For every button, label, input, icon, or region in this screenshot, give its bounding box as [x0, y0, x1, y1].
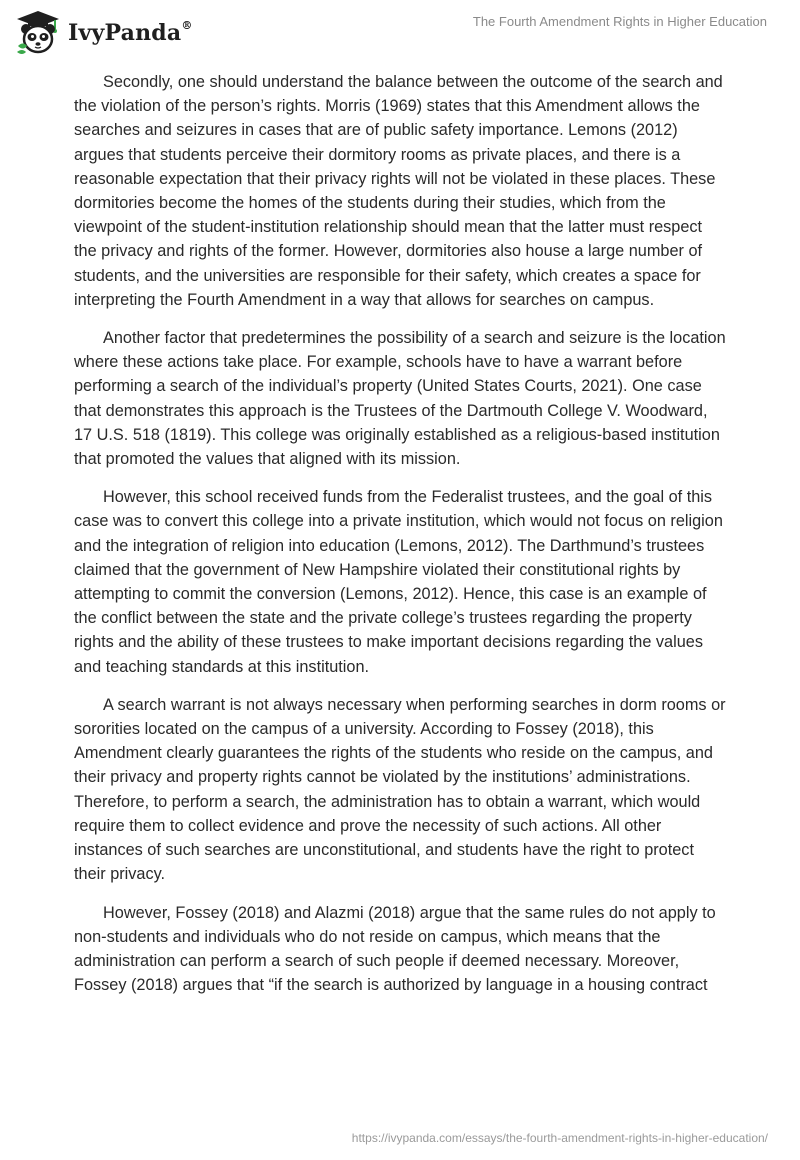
page-header — [0, 0, 800, 60]
paragraph: A search warrant is not always necessary when performing searches in dorm rooms or sororities located on the campus of a university. According to Fossey (2018), this Amendment clearly guarantees the rights of the students who reside on the campus, and their privacy and property rights cannot be violated by the institutions’ administrations. Therefore, to perform a search, the administration has to obtain a warrant, which would require them to collect evidence and prove the necessity of such actions. All other instances of such searches are unconstitutional, and students have the right to protect their privacy. — [74, 695, 726, 884]
paragraph: Another factor that predetermines the possibility of a search and seizure is the location where these actions take place. For example, schools have to have a warrant before performing a search of the individual’s property (United States Courts, 2021). One case that demonstrates this approach is the Trustees of the Dartmouth College V. Woodward, 17 U.S. 518 (1819). This college was originally established as a religious-based institution that promoted the values that aligned with its mission. — [74, 329, 726, 469]
document-title: The Fourth Amendment Rights in Higher Education — [472, 14, 767, 29]
source-url-link[interactable]: https://ivypanda.com/essays/the-fourth-amendment-rights-in-higher-education/ — [351, 1131, 768, 1145]
paragraph: Secondly, one should understand the balance between the outcome of the search and the violation of the person’s rights. Morris (1969) states that this Amendment allows the searches and seizures in cases that are of public safety importance. Lemons (2012) argues that students perceive their dormitory rooms as private places, and there is a reasonable expectation that their privacy rights will not be violated in these places. These dormitories become the homes of the students during their studies, which from the viewpoint of the student-institution relationship should mean that the latter must respect the privacy and rights of the former. However, dormitories also house a large number of students, and the universities are responsible for their safety, which creates a space for interpreting the Fourth Amendment in a way that allows for searches on campus. — [74, 73, 723, 309]
essay-body — [74, 70, 726, 1011]
panda-graduate-icon — [14, 8, 62, 56]
brand-name: IvyPanda® — [68, 18, 193, 46]
ivypanda-logo[interactable] — [14, 8, 193, 56]
paragraph: However, this school received funds from the Federalist trustees, and the goal of this case was to convert this college into a private institution, which would not focus on religion and the integration of religion into education (Lemons, 2012). The Darthmund’s trustees claimed that the government of New Hampshire violated their constitutional rights by attempting to commit the conversion (Lemons, 2012). Hence, this case is an example of the conflict between the state and the private college’s trustees regarding the property rights and the ability of these trustees to make important decisions regarding the values and teaching standards at this institution. — [74, 488, 723, 676]
paragraph: However, Fossey (2018) and Alazmi (2018) argue that the same rules do not apply to non-students and individuals who do not reside on campus, which means that the administration can perform a search of such people if deemed necessary. Moreover, Fossey (2018) argues that “if the search is authorized by language in a housing contract — [74, 903, 716, 995]
registered-mark: ® — [181, 18, 193, 32]
